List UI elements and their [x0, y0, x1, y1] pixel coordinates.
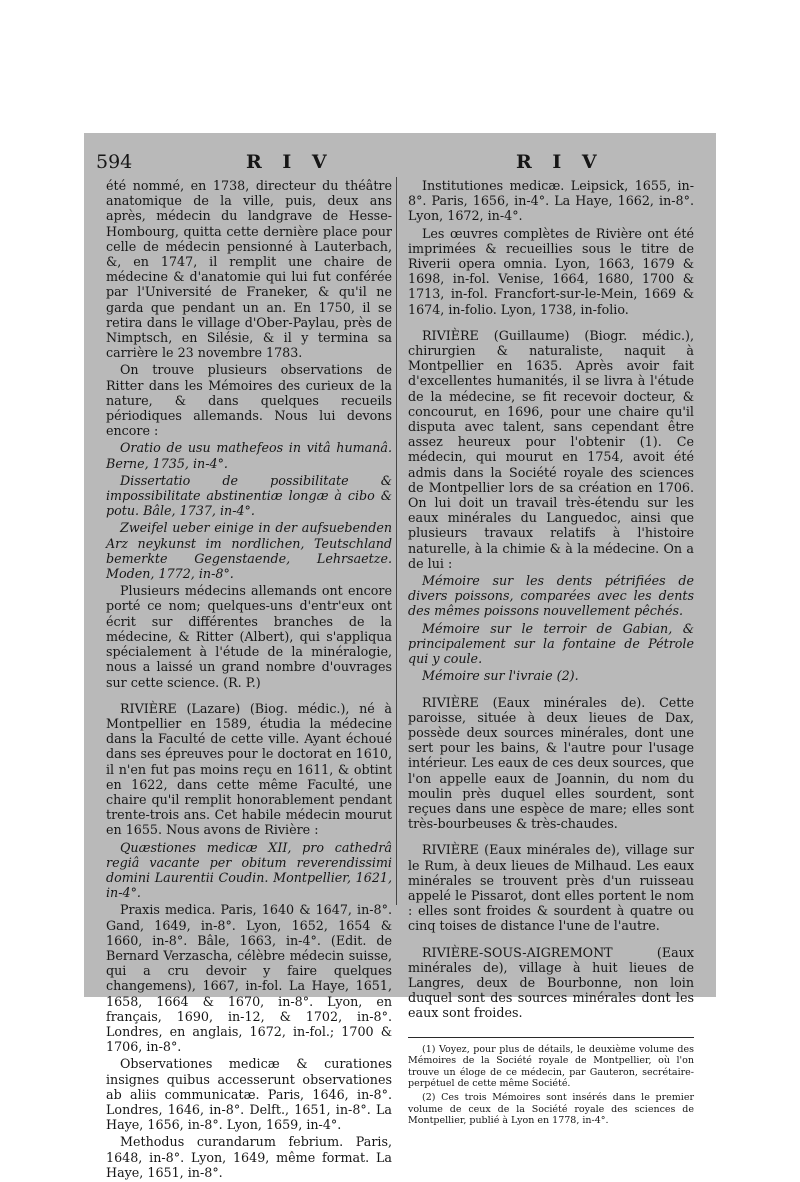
footnotes	[408, 1044, 694, 1127]
running-head-left: R I V	[246, 151, 334, 173]
article-entry: RIVIÈRE (Eaux minérales de). Cette paroisse, située à deux lieues de Dax, possède deux sources minérales, dont une sert pour les bains, & l'autre pour l'usage intérieur. Les eaux de ces deux sources, que l'on appelle eaux de Joannin, du nom du moulin près duquel elles sourdent, sont reçues dans une espèce de mare; elles sont très-bourbeuses & très-chaudes.	[408, 694, 694, 832]
bibliography-entry: Observationes medicæ & curationes insignes quibus accesserunt observationes ab aliis communicatæ. Paris, 1646, in-8°. Londres, 1646, in-8°. Delft., 1651, in-8°. La Haye, 1656, in-8°. Lyon, 1659, in-4°.	[106, 1056, 392, 1133]
bibliography-entry: Mémoire sur les dents pétrifiées de divers poissons, comparées avec les dents des mêmes poissons nouvellement pêchés.	[408, 573, 694, 619]
column-divider	[396, 177, 397, 905]
paragraph: Les œuvres complètes de Rivière ont été imprimées & recueillies sous le titre de Riverii opera omnia. Lyon, 1663, 1679 & 1698, in-fol. Venise, 1664, 1680, 1700 & 1713, in-fol. Francfort-sur-le-Mein, 1669 & 1674, in-folio. Lyon, 1738, in-folio.	[408, 225, 694, 317]
paragraph: On trouve plusieurs observations de Ritter dans les Mémoires des curieux de la nature, & dans quelques recueils périodiques allemands. Nous lui devons encore :	[106, 362, 392, 439]
book-page	[84, 133, 716, 1180]
bibliography-entry: Quæstiones medicæ XII, pro cathedrâ regiâ vacante per obitum reverendissimi domini Laurentii Coudin. Montpellier, 1621, in-4°.	[106, 839, 392, 901]
bibliography-entry: Mémoire sur l'ivraie (2).	[422, 668, 579, 684]
footnote: (2) Ces trois Mémoires sont insérés dans le premier volume de ceux de la Société royale des sciences de Montpellier, publié à Lyon en 1778, in-4°.	[408, 1091, 694, 1127]
right-column	[408, 178, 694, 1129]
paragraph: été nommé, en 1738, directeur du théâtre anatomique de la ville, puis, deux ans après, médecin du landgrave de Hesse-Hombourg, quitta cette dernière place pour celle de médecin pensionné à Lauterbach, &, en 1747, il remplit une chaire de médecine & d'anatomie qui lui fut conférée par l'Université de Franeker, & qu'il ne garda que pendant un an. En 1750, il se retira dans le village d'Ober-Paylau, près de Nimptsch, en Silésie, & il y termina sa carrière le 23 novembre 1783.	[106, 178, 392, 361]
article-entry: RIVIÈRE (Eaux minérales de), village sur le Rum, à deux lieues de Milhaud. Les eaux minérales se trouvent près d'un ruisseau appelé le Pissarot, dont elles portent le nom : elles sont froides & sourdent à quatre ou cinq toises de distance l'une de l'autre.	[408, 842, 694, 934]
bibliography-entry: Oratio de usu mathefeos in vitâ humanâ. Berne, 1735, in-4°.	[106, 440, 392, 471]
bibliography-entry: Institutiones medicæ. Leipsick, 1655, in-8°. Paris, 1656, in-4°. La Haye, 1662, in-8°. Lyon, 1672, in-4°.	[408, 178, 694, 224]
bibliography-entry: Praxis medica. Paris, 1640 & 1647, in-8°. Gand, 1649, in-8°. Lyon, 1652, 1654 & 1660, in-8°. Bâle, 1663, in-4°. (Edit. de Bernard Verzascha, célèbre médecin suisse, qui a cru devoir y faire quelques changemens), 1667, in-fol. La Haye, 1651, 1658, 1664 & 1670, in-8°. Lyon, en français, 1690, in-12, & 1702, in-8°. Londres, en anglais, 1672, in-fol.; 1700 & 1706, in-8°.	[106, 902, 392, 1055]
left-column	[106, 178, 392, 1182]
bibliography-entry: Zweifel ueber einige in der aufsuebenden Arz neykunst im nordlichen, Teutschland bemerkte Gegenstaende, Lehrsaetze. Moden, 1772, in-8°.	[106, 520, 392, 582]
page-header	[96, 151, 704, 177]
footnote-rule	[408, 1037, 694, 1038]
running-head-right: R I V	[516, 151, 604, 173]
article-entry: RIVIÈRE (Lazare) (Biog. médic.), né à Montpellier en 1589, étudia la médecine dans la Faculté de cette ville. Ayant échoué dans ses épreuves pour le doctorat en 1610, il n'en fut pas moins reçu en 1611, & obtint en 1622, dans cette même Faculté, une chaire qu'il remplit honorablement pendant trente-trois ans. Cet habile médecin mourut en 1655. Nous avons de Rivière :	[106, 700, 392, 838]
bibliography-entry: Mémoire sur le terroir de Gabian, & principalement sur la fontaine de Pétrole qui y coule.	[408, 620, 694, 667]
bibliography-entry: Methodus curandarum febrium. Paris, 1648, in-8°. Lyon, 1649, même format. La Haye, 1651, in-8°.	[106, 1134, 392, 1180]
footnote: (1) Voyez, pour plus de détails, le deuxième volume des Mémoires de la Société royale de Montpellier, où l'on trouve un éloge de ce médecin, par Gauteron, secrétaire-perpétuel de cette même Société.	[408, 1043, 694, 1090]
page-number: 594	[96, 151, 133, 173]
article-entry: RIVIÈRE (Guillaume) (Biogr. médic.), chirurgien & naturaliste, naquit à Montpellier en 1635. Après avoir fait d'excellentes humanités, il se livra à l'étude de la médecine, se fit recevoir docteur, & concourut, en 1696, pour une chaire qu'il disputa avec talent, sans cependant être assez heureux pour l'obtenir (1). Ce médecin, qui mourut en 1754, avoit été admis dans la Société royale des sciences de Montpellier lors de sa création en 1706. On lui doit un travail très-étendu sur les eaux minérales du Languedoc, ainsi que plusieurs travaux relatifs à l'histoire naturelle, à la chimie & à la médecine. On a de lui :	[408, 327, 694, 571]
bibliography-entry: Dissertatio de possibilitate & impossibilitate abstinentiæ longæ à cibo & potu. Bâle, 1737, in-4°.	[106, 472, 392, 519]
article-entry: RIVIÈRE-SOUS-AIGREMONT (Eaux minérales de), village à huit lieues de Langres, deux de Bourbonne, non loin duquel sont des sources minérales dont les eaux sont froides.	[408, 944, 694, 1021]
paragraph: Plusieurs médecins allemands ont encore porté ce nom; quelques-uns d'entr'eux ont écrit sur différentes branches de la médecine, & Ritter (Albert), qui s'appliqua spécialement à l'étude de la minéralogie, nous a laissé un grand nombre d'ouvrages sur cette science. (R. P.)	[106, 583, 392, 690]
